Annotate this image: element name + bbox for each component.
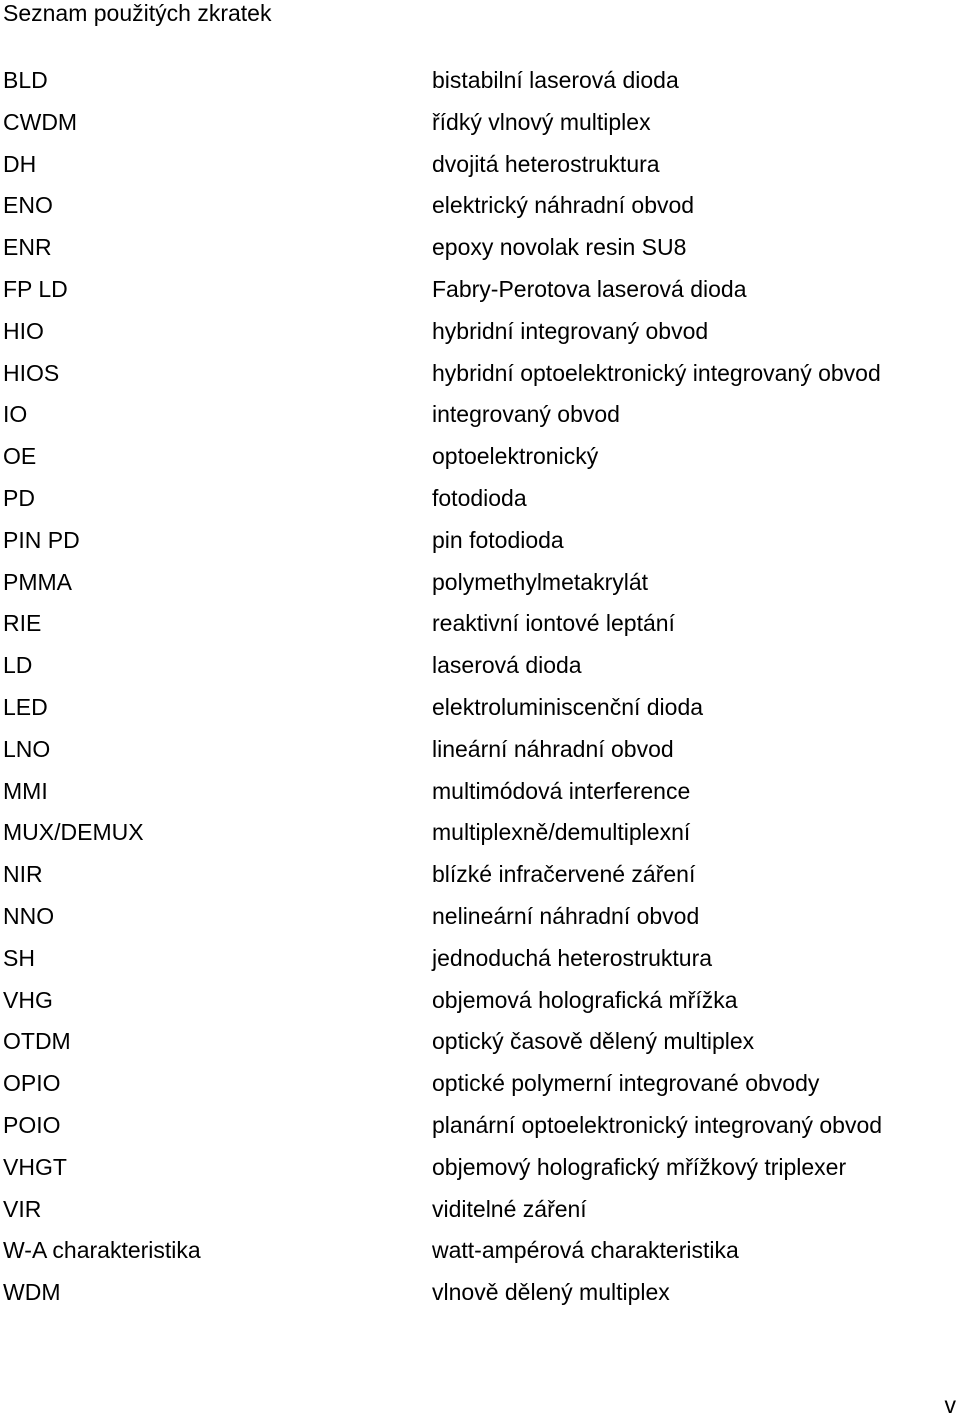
list-item (0, 108, 960, 150)
abbreviation-definition: reaktivní iontové leptání (432, 610, 675, 637)
list-item (0, 818, 960, 860)
list-item (0, 1027, 960, 1069)
list-item (0, 191, 960, 233)
abbreviation-term: VHG (3, 986, 53, 1013)
list-item (0, 1195, 960, 1237)
abbreviation-term: NIR (3, 861, 43, 888)
abbreviation-term: DH (3, 150, 37, 177)
abbreviation-term: PIN PD (3, 526, 80, 553)
abbreviation-definition: bistabilní laserová dioda (432, 67, 679, 93)
list-item (0, 442, 960, 484)
abbreviation-term: PMMA (3, 568, 72, 595)
list-item (0, 777, 960, 819)
abbreviation-definition: integrovaný obvod (432, 401, 620, 428)
abbreviation-term: FP LD (3, 275, 68, 302)
abbreviation-definition: viditelné záření (432, 1195, 587, 1222)
abbreviation-term: IO (3, 401, 28, 428)
abbreviation-term: MMI (3, 777, 48, 804)
page-number: v (944, 1392, 956, 1418)
abbreviation-list (0, 66, 960, 1320)
abbreviation-term: W-A charakteristika (3, 1237, 201, 1264)
list-item (0, 651, 960, 693)
abbreviation-term: OE (3, 443, 37, 470)
abbreviation-term: VIR (3, 1195, 42, 1222)
abbreviation-definition: jednoduchá heterostruktura (432, 944, 713, 971)
list-item (0, 1153, 960, 1195)
abbreviation-definition: epoxy novolak resin SU8 (432, 234, 687, 261)
abbreviation-definition: nelineární náhradní obvod (432, 902, 700, 929)
abbreviation-term: SH (3, 944, 35, 971)
list-item (0, 860, 960, 902)
abbreviation-definition: vlnově dělený multiplex (432, 1279, 670, 1306)
abbreviation-term: PD (3, 484, 35, 511)
list-item (0, 233, 960, 275)
list-item (0, 317, 960, 359)
list-item (0, 986, 960, 1028)
abbreviation-definition: planární optoelektronický integrovaný obvod (432, 1111, 883, 1138)
abbreviation-term: LNO (3, 735, 51, 762)
abbreviation-definition: objemová holografická mřížka (432, 986, 738, 1013)
abbreviation-term: OTDM (3, 1028, 71, 1055)
abbreviation-definition: pin fotodioda (432, 526, 564, 553)
abbreviation-term: CWDM (3, 108, 78, 135)
abbreviation-definition: polymethylmetakrylát (432, 568, 649, 595)
abbreviation-term: LD (3, 652, 33, 679)
abbreviation-term: HIOS (3, 359, 60, 386)
abbreviation-definition: optické polymerní integrované obvody (432, 1070, 820, 1097)
list-item (0, 693, 960, 735)
list-item (0, 1111, 960, 1153)
abbreviation-definition: multiplexně/demultiplexní (432, 819, 691, 846)
list-item (0, 944, 960, 986)
abbreviation-term: LED (3, 693, 48, 720)
list-item (0, 150, 960, 192)
list-item (0, 359, 960, 401)
abbreviation-term: MUX/DEMUX (3, 819, 144, 846)
abbreviation-definition: hybridní integrovaný obvod (432, 317, 709, 344)
list-item (0, 400, 960, 442)
abbreviation-term: ENO (3, 192, 53, 219)
list-item (0, 1069, 960, 1111)
list-item (0, 568, 960, 610)
abbreviation-definition: elektroluminiscenční dioda (432, 693, 704, 720)
abbreviation-term: OPIO (3, 1070, 61, 1097)
abbreviation-definition: řídký vlnový multiplex (432, 108, 651, 135)
list-item (0, 735, 960, 777)
list-item (0, 484, 960, 526)
list-item (0, 1236, 960, 1278)
page-title: Seznam použitých zkratek (3, 0, 272, 26)
abbreviation-definition: elektrický náhradní obvod (432, 192, 695, 219)
list-item (0, 526, 960, 568)
abbreviation-term: ENR (3, 234, 52, 261)
abbreviation-term: RIE (3, 610, 42, 637)
abbreviation-term: VHGT (3, 1153, 67, 1180)
abbreviation-definition: optický časově dělený multiplex (432, 1028, 755, 1055)
abbreviation-definition: dvojitá heterostruktura (432, 150, 660, 177)
list-item (0, 609, 960, 651)
abbreviation-term: WDM (3, 1279, 61, 1306)
abbreviation-definition: lineární náhradní obvod (432, 735, 674, 762)
list-item (0, 275, 960, 317)
abbreviation-term: BLD (3, 67, 48, 93)
abbreviation-definition: laserová dioda (432, 652, 582, 679)
abbreviation-definition: objemový holografický mřížkový triplexer (432, 1153, 847, 1180)
abbreviation-definition: fotodioda (432, 484, 527, 511)
abbreviation-definition: hybridní optoelektronický integrovaný obvod (432, 359, 881, 386)
abbreviation-definition: watt-ampérová charakteristika (432, 1237, 739, 1264)
list-item (0, 1278, 960, 1320)
list-item (0, 66, 960, 108)
abbreviation-definition: blízké infračervené záření (432, 861, 696, 888)
abbreviation-definition: multimódová interference (432, 777, 691, 804)
abbreviation-term: POIO (3, 1111, 61, 1138)
abbreviation-term: HIO (3, 317, 44, 344)
abbreviation-definition: optoelektronický (432, 443, 599, 470)
abbreviation-definition: Fabry-Perotova laserová dioda (432, 275, 747, 302)
abbreviation-term: NNO (3, 902, 55, 929)
list-item (0, 902, 960, 944)
